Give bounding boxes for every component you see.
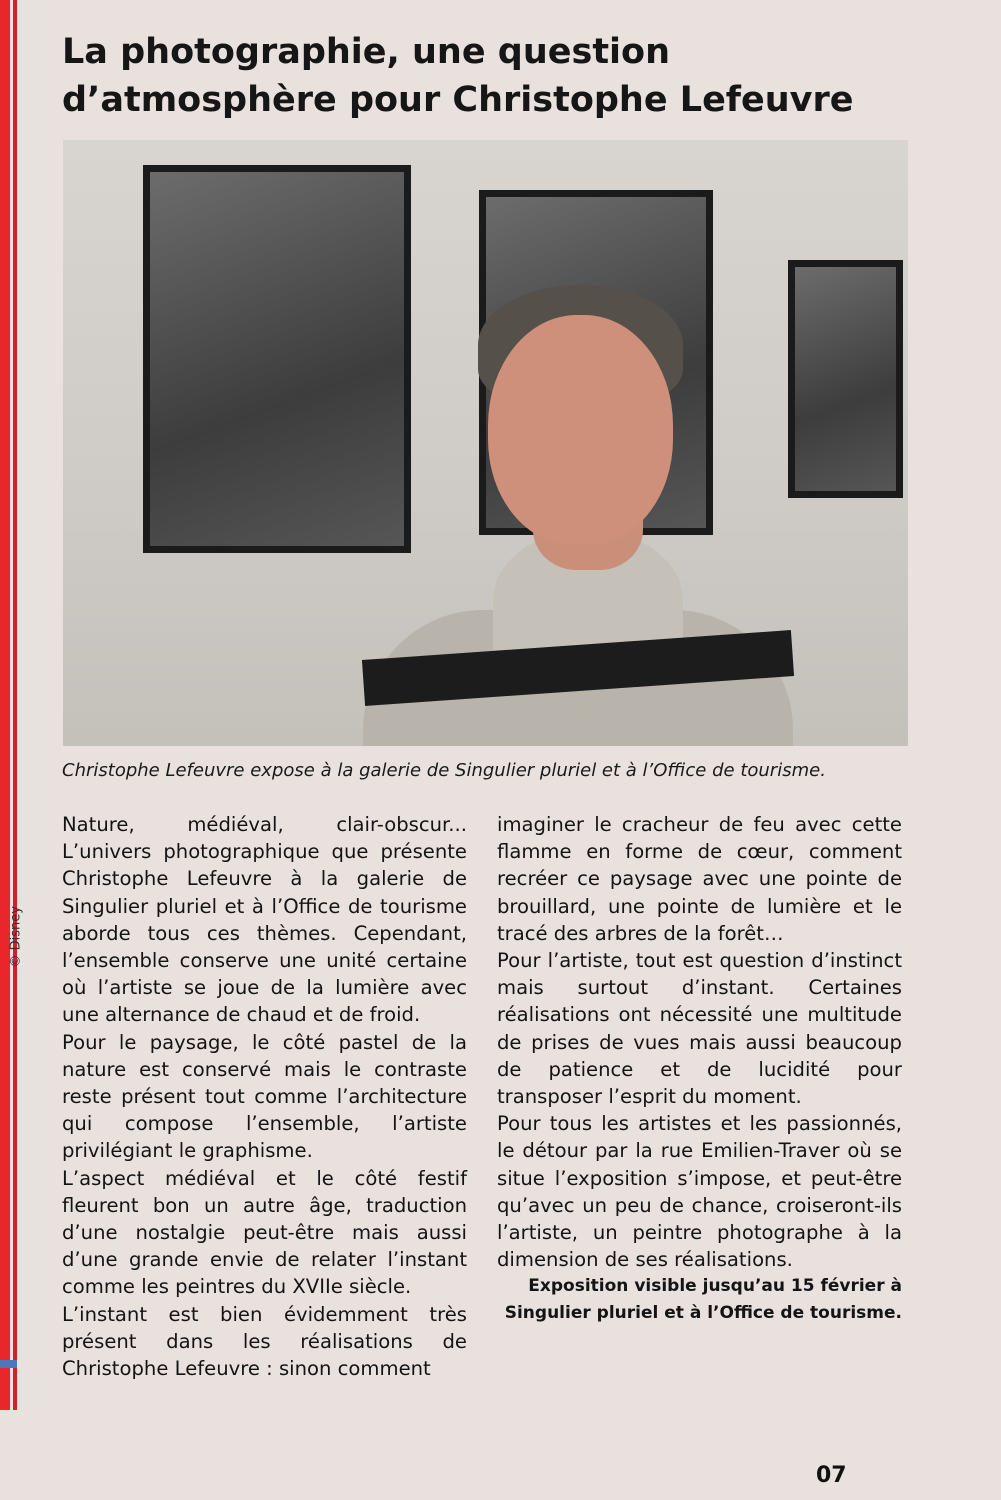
page-edge-blue-mark bbox=[0, 1360, 17, 1368]
paragraph: L’aspect médiéval et le côté festif fleurent bon un autre âge, traduction d’une nostalgie peut-être mais aussi d’une grande envie de relater l’instant comme les peintres du XVIIe siècle. bbox=[62, 1166, 467, 1299]
paragraph: Pour tous les artistes et les passionnés, le détour par la rue Emilien-Traver où se situe l’exposition s’impose, et peut-être qu’avec un peu de chance, croiseront-ils l’artiste, un peintre photographe à la dimension de ses réalisations. bbox=[497, 1112, 902, 1272]
margin-credit: © Disney bbox=[8, 906, 24, 968]
paragraph: L’instant est bien évidemment très présent dans les réalisations de Christophe Lefeuvre : sinon comment bbox=[62, 1302, 467, 1381]
article-photo bbox=[63, 140, 908, 746]
exhibition-note: Exposition visible jusqu’au 15 février à Singulier pluriel et à l’Office de tourisme. bbox=[504, 1276, 902, 1324]
portrait-subject bbox=[63, 140, 908, 746]
article-column-left bbox=[62, 811, 467, 1382]
paragraph: Pour l’artiste, tout est question d’instinct mais surtout d’instant. Certaines réalisations ont nécessité une multitude de prises de vues mais aussi beaucoup de patience et de lucidité pour transposer l’esprit du moment. bbox=[497, 949, 902, 1109]
paragraph: imaginer le cracheur de feu avec cette flamme en forme de cœur, comment recréer ce paysage avec une pointe de brouillard, une pointe de lumière et le tracé des arbres de la forêt… bbox=[497, 813, 902, 945]
paragraph: Pour le paysage, le côté pastel de la nature est conservé mais le contraste reste présent tout comme l’architecture qui compose l’ensemble, l’artiste privilégiant le graphisme. bbox=[62, 1030, 467, 1163]
page-number: 07 bbox=[816, 1463, 847, 1488]
article-headline: La photographie, une question d’atmosphère pour Christophe Lefeuvre bbox=[62, 32, 854, 120]
paragraph: Nature, médiéval, clair-obscur... L’univers photographique que présente Christophe Lefeuvre à la galerie de Singulier pluriel et à l’Office de tourisme aborde tous ces thèmes. Cependant, l’ensemble conserve une unité certaine où l’artiste se joue de la lumière avec une alternance de chaud et de froid. bbox=[62, 813, 467, 1027]
photo-caption: Christophe Lefeuvre expose à la galerie de Singulier pluriel et à l’Office de tourisme. bbox=[62, 760, 826, 781]
article-column-right bbox=[497, 811, 902, 1327]
page-edge-red-line bbox=[13, 0, 17, 1410]
